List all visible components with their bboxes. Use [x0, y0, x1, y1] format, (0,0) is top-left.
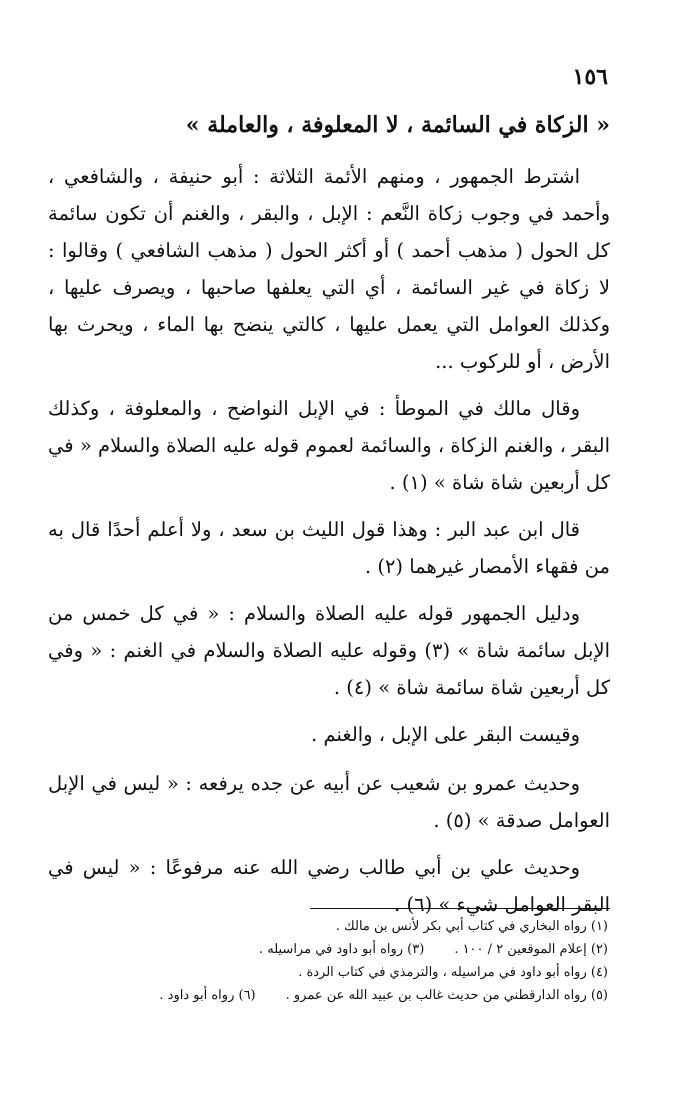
footnote-line [48, 984, 608, 1007]
footnote-line [48, 961, 608, 984]
footnote-5: (٥) رواه الدارقطني من حديث غالب بن عبيد الله عن عمرو . [285, 988, 608, 1003]
footnote-1: (١) رواه البخاري في كتاب أبي بكر لأنس بن مالك . [335, 919, 608, 934]
paragraph-conditions: اشترط الجمهور ، ومنهم الأئمة الثلاثة : أبو حنيفة ، والشافعي ، وأحمد في وجوب زكاة النَّعم : الإبل ، والبقر ، والغنم أن تكون سائمة كل الحول ( مذهب أحمد ) أو أكثر الحول ( مذهب الشافعي ) وقالوا : لا زكاة في غير السائمة ، أي التي يعلفها صاحبها ، ويصرف عليها ، وكذلك العوامل التي يعمل عليها ، كالتي ينضح بها الماء ، ويحرث بها الأرض ، أو للركوب ... [48, 165, 610, 373]
footnote-6: (٦) رواه أبو داود . [159, 988, 256, 1003]
paragraph-analogy: وقيست البقر على الإبل ، والغنم . [311, 723, 580, 746]
paragraph-majority-evidence: ودليل الجمهور قوله عليه الصلاة والسلام : « في كل خمس من الإبل سائمة شاة » (٣) وقوله عليه الصلاة والسلام في الغنم : « وفي كل أربعين شاة سائمة شاة » (٤) . [48, 602, 610, 699]
footnote-4: (٤) رواه أبو داود في مراسيله ، والترمذي في كتاب الردة . [298, 965, 608, 980]
footnote-2: (٢) إعلام الموقعين ٢ / ١٠٠ . [454, 942, 608, 957]
paragraph-amr-hadith: وحديث عمرو بن شعيب عن أبيه عن جده يرفعه : « ليس في الإبل العوامل صدقة » (٥) . [48, 772, 610, 832]
paragraph-ali-hadith: وحديث علي بن أبي طالب رضي الله عنه مرفوعًا : « ليس في البقر العوامل شيء » (٦) . [48, 856, 610, 916]
section-heading: « الزكاة في السائمة ، لا المعلوفة ، والعاملة » [185, 112, 610, 138]
page-number: ١٥٦ [572, 64, 608, 90]
footnote-line [48, 938, 608, 961]
footnotes [48, 915, 608, 1007]
footnote-3: (٣) رواه أبو داود في مراسيله . [258, 942, 425, 957]
footnote-divider [310, 908, 610, 909]
paragraph-ibn-abd-al-barr: قال ابن عبد البر : وهذا قول الليث بن سعد ، ولا أعلم أحدًا قال به من فقهاء الأمصار غيرهما (٢) . [48, 518, 610, 578]
body-text [48, 158, 610, 933]
footnote-line [48, 915, 608, 938]
paragraph-malik: وقال مالك في الموطأ : في الإبل النواضح ، والمعلوفة ، وكذلك البقر ، والغنم الزكاة ، والسائمة لعموم قوله عليه الصلاة والسلام « في كل أربعين شاة شاة » (١) . [48, 397, 610, 494]
